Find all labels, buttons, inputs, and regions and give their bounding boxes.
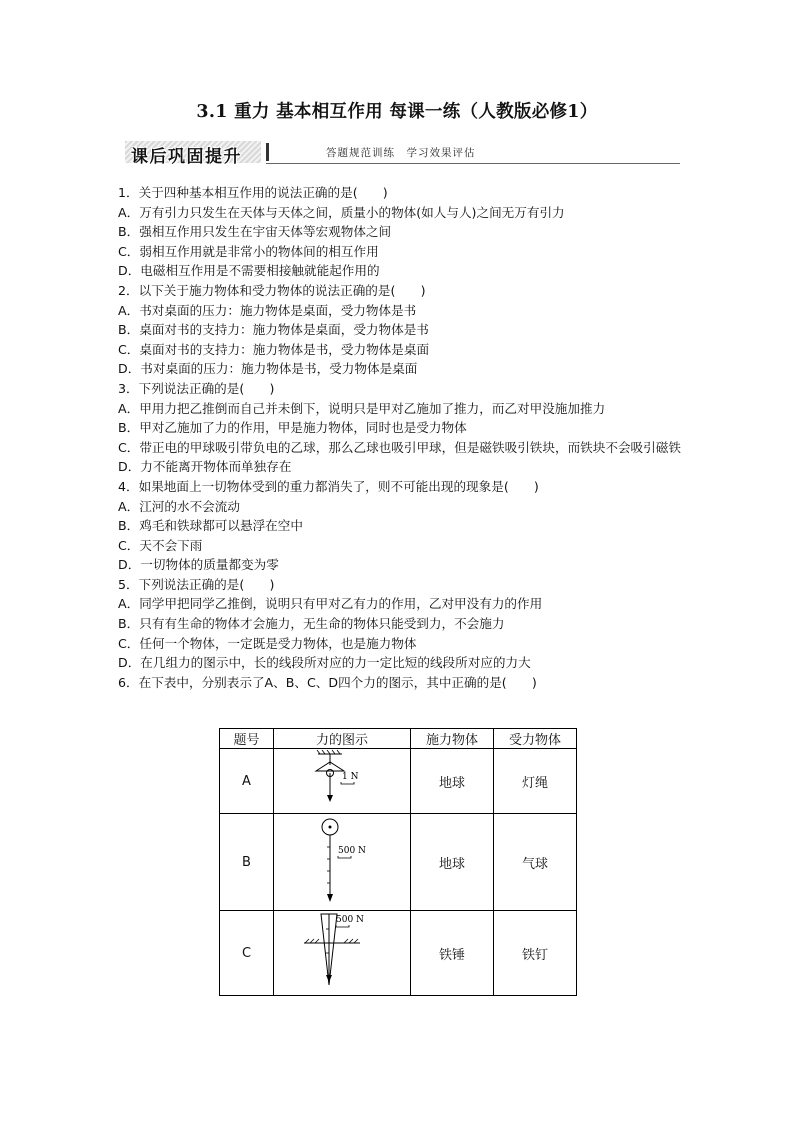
- row-b-diagram: [274, 814, 411, 911]
- row-a-id: A: [220, 749, 274, 814]
- row-c-receiver: 铁钉: [494, 911, 577, 996]
- row-a-receiver: 灯绳: [494, 749, 577, 814]
- row-a-giver: 地球: [411, 749, 494, 814]
- question-2-option-d: D．书对桌面的压力：施力物体是书，受力物体是桌面: [118, 361, 418, 377]
- question-5-stem: 5．下列说法正确的是( ): [118, 576, 275, 592]
- question-2-option-c: C．桌面对书的支持力：施力物体是书，受力物体是桌面: [118, 341, 430, 357]
- question-3-option-d: D．力不能离开物体而单独存在: [118, 459, 292, 475]
- row-c-id: C: [220, 911, 274, 996]
- table-header-row: [220, 729, 577, 749]
- question-4-stem: 4．如果地面上一切物体受到的重力都消失了，则不可能出现的现象是( ): [118, 478, 539, 494]
- nail-force-diagram: [274, 911, 410, 991]
- question-5-option-d: D．在几组力的图示中，长的线段所对应的力一定比短的线段所对应的力大: [118, 655, 531, 671]
- header-diagram: 力的图示: [274, 729, 411, 749]
- banner-underline: [266, 163, 680, 164]
- question-2-option-b: B．桌面对书的支持力：施力物体是桌面，受力物体是书: [118, 322, 429, 338]
- question-4-option-d: D．一切物体的质量都变为零: [118, 557, 279, 573]
- table-row: [220, 911, 577, 996]
- question-3-option-b: B．甲对乙施加了力的作用，甲是施力物体，同时也是受力物体: [118, 420, 467, 436]
- row-a-scale: 1 N: [342, 772, 359, 782]
- question-3-option-c: C．带正电的甲球吸引带负电的乙球，那么乙球也吸引甲球，但是磁铁吸引铁块，而铁块不会吸引磁铁: [118, 439, 681, 455]
- header-receiver: 受力物体: [494, 729, 577, 749]
- question-1-option-a: A．万有引力只发生在天体与天体之间，质量小的物体(如人与人)之间无万有引力: [118, 204, 565, 220]
- row-c-giver: 铁锤: [411, 911, 494, 996]
- row-c-diagram: [274, 911, 411, 996]
- question-5-option-c: C．任何一个物体，一定既是受力物体，也是施力物体: [118, 635, 417, 651]
- banner-heading: 课后巩固提升: [131, 147, 242, 167]
- row-b-giver: 地球: [411, 814, 494, 911]
- question-2-option-a: A．书对桌面的压力：施力物体是桌面，受力物体是书: [118, 302, 417, 318]
- row-b-id: B: [220, 814, 274, 911]
- header-number: 题号: [220, 729, 274, 749]
- question-6-stem: 6．在下表中，分别表示了A、B、C、D四个力的图示，其中正确的是( ): [118, 674, 537, 690]
- lamp-force-diagram: [274, 749, 410, 809]
- force-diagram-table: [219, 728, 577, 996]
- question-1-option-d: D．电磁相互作用是不需要相接触就能起作用的: [118, 263, 380, 279]
- question-1-option-b: B．强相互作用只发生在宇宙天体等宏观物体之间: [118, 224, 392, 240]
- table-row: [220, 749, 577, 814]
- page-title: 3.1 重力 基本相互作用 每课一练（人教版必修1）: [196, 102, 598, 122]
- question-1-stem: 1．关于四种基本相互作用的说法正确的是( ): [118, 185, 388, 200]
- table-row: [220, 814, 577, 911]
- section-banner: [123, 139, 680, 165]
- question-3-stem: 3．下列说法正确的是( ): [118, 380, 275, 396]
- question-1-option-c: C．弱相互作用就是非常小的物体间的相互作用: [118, 243, 379, 259]
- question-4-option-a: A．江河的水不会流动: [118, 498, 240, 514]
- banner-divider: [266, 143, 269, 161]
- question-4-option-b: B．鸡毛和铁球都可以悬浮在空中: [118, 518, 303, 534]
- header-giver: 施力物体: [411, 729, 494, 749]
- row-a-diagram: [274, 749, 411, 814]
- question-5-option-a: A．同学甲把同学乙推倒，说明只有甲对乙有力的作用，乙对甲没有力的作用: [118, 596, 543, 612]
- row-b-scale: 500 N: [338, 846, 366, 856]
- question-3-option-a: A．甲用力把乙推倒而自己并未倒下，说明只是甲对乙施加了推力，而乙对甲没施加推力: [118, 400, 606, 416]
- question-5-option-b: B．只有有生命的物体才会施力，无生命的物体只能受到力，不会施力: [118, 616, 505, 632]
- question-4-option-c: C．天不会下雨: [118, 537, 203, 553]
- row-b-receiver: 气球: [494, 814, 577, 911]
- balloon-force-diagram: [274, 814, 410, 906]
- question-list: [118, 183, 683, 692]
- row-c-scale: 500 N: [336, 915, 364, 925]
- question-2-stem: 2．以下关于施力物体和受力物体的说法正确的是( ): [118, 282, 426, 298]
- banner-subtitle: 答题规范训练 学习效果评估: [326, 147, 476, 159]
